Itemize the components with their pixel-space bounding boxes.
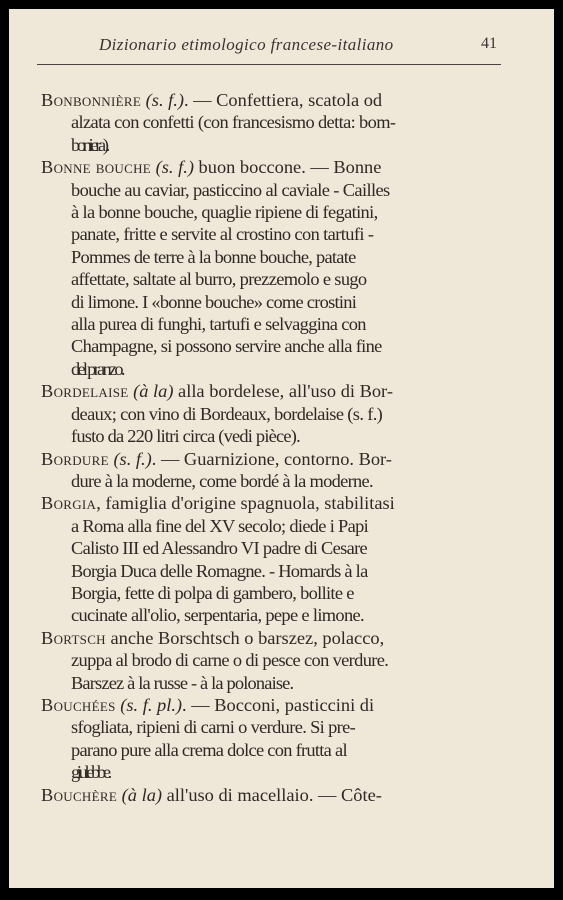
entry-first-line: [41, 627, 503, 649]
entry-line: [41, 268, 503, 290]
entry-text: Borgia Duca delle Romagne. - Homards à la: [71, 560, 368, 581]
entry-text: parano pure alla crema dolce con frutta al: [71, 739, 347, 760]
entry-line: [41, 761, 503, 783]
dictionary-entry: [41, 784, 503, 806]
headword: Bouchées: [41, 694, 116, 715]
entry-text: . — Guarnizione, contorno. Bor-: [151, 448, 392, 469]
entry-line: [41, 739, 503, 761]
grammar-note: (s. f.): [155, 157, 194, 178]
entry-text: giulebbe.: [71, 762, 109, 783]
page-number: 41: [481, 35, 497, 52]
dictionary-entry: [41, 380, 503, 447]
dictionary-entry: [41, 448, 503, 493]
entry-text: cucinate all'olio, serpentaria, pepe e limone.: [71, 605, 364, 626]
entry-line: [41, 179, 503, 201]
entry-line: [41, 649, 503, 671]
entry-line: [41, 582, 503, 604]
dictionary-entry: [41, 627, 503, 694]
entry-first-line: [41, 694, 503, 716]
entry-text: a Roma alla fine del XV secolo; diede i Papi: [71, 515, 369, 536]
entry-first-line: [41, 156, 503, 178]
headword: Bordure: [41, 448, 109, 469]
running-title: Dizionario etimologico francese-italiano: [99, 35, 394, 54]
entry-line: [41, 672, 503, 694]
dictionary-entry: [41, 156, 503, 380]
entry-text: . — Bocconi, pasticcini di: [182, 694, 375, 715]
grammar-note: (s. f.): [145, 90, 184, 110]
entry-text: zuppa al brodo di carne o di pesce con verdure.: [71, 650, 389, 671]
entry-text: boniera).: [71, 134, 107, 155]
dictionary-entry: [41, 492, 503, 626]
entry-text: affettate, saltate al burro, prezzemolo e sugo: [71, 269, 367, 290]
headword: Bortsch: [41, 627, 106, 648]
book-page: [9, 9, 554, 888]
entry-line: [41, 291, 503, 313]
grammar-note: (à la): [133, 381, 174, 402]
entry-text: Barszez à la russe - à la polonaise.: [71, 672, 294, 693]
grammar-note: (s. f.): [113, 448, 152, 469]
entry-text: Champagne, si possono servire anche alla fine: [71, 336, 382, 357]
entry-line: [41, 313, 503, 335]
entry-first-line: [41, 784, 503, 806]
entry-text: Pommes de terre à la bonne bouche, patate: [71, 246, 356, 267]
entry-text: Borgia, fette di polpa di gambero, bollite e: [71, 582, 354, 603]
dictionary-entries: [41, 89, 503, 806]
header-rule: [37, 64, 501, 65]
headword: Bonne bouche: [41, 157, 152, 178]
grammar-note: (à la): [121, 784, 163, 805]
entry-line: [41, 246, 503, 268]
entry-text: alla purea di funghi, tartufi e selvaggina con: [71, 314, 366, 335]
headword: Bouchère: [41, 784, 118, 805]
entry-text: à la bonne bouche, quaglie ripiene di fegatini,: [71, 202, 378, 223]
entry-line: [41, 716, 503, 738]
entry-text: del pranzo.: [71, 358, 123, 379]
entry-text: . — Confettiera, scatola od: [183, 90, 383, 110]
entry-text: panate, fritte e servite al crostino con tartufi -: [71, 224, 374, 245]
entry-line: [41, 358, 503, 380]
entry-text: buon boccone. — Bonne: [193, 157, 382, 178]
headword: Bonbonnière: [41, 90, 142, 110]
entry-line: [41, 223, 503, 245]
page-header: [39, 35, 507, 59]
entry-line: [41, 470, 503, 492]
entry-line: [41, 134, 503, 156]
grammar-note: (s. f. pl.): [120, 694, 183, 715]
entry-text: , famiglia d'origine spagnuola, stabilitasi: [96, 493, 395, 514]
entry-line: [41, 537, 503, 559]
entry-text: alla bordelese, all'uso di Bor-: [173, 381, 393, 402]
entry-first-line: [41, 492, 503, 514]
entry-text: deaux; con vino di Bordeaux, bordelaise (s. f.): [71, 403, 383, 424]
headword: Borgia: [41, 493, 97, 514]
entry-line: [41, 335, 503, 357]
entry-line: [41, 604, 503, 626]
entry-first-line: [41, 380, 503, 402]
entry-text: dure à la moderne, come bordé à la moderne.: [71, 470, 373, 491]
entry-line: [41, 515, 503, 537]
entry-text: anche Borschtsch o barszez, polacco,: [105, 627, 385, 648]
entry-text: sfogliata, ripieni di carni o verdure. Si pre-: [71, 717, 356, 738]
entry-line: [41, 201, 503, 223]
entry-line: [41, 425, 503, 447]
entry-first-line: [41, 448, 503, 470]
entry-line: [41, 111, 503, 133]
entry-text: Calisto III ed Alessandro VI padre di Cesare: [71, 538, 367, 559]
entry-text: di limone. I «bonne bouche» come crostini: [71, 291, 357, 312]
entry-text: all'uso di macellaio. — Côte-: [162, 784, 382, 805]
entry-text: fusto da 220 litri circa (vedi pièce).: [71, 426, 300, 447]
entry-first-line: [41, 89, 503, 111]
entry-text: alzata con confetti (con francesismo detta: bom-: [71, 112, 396, 133]
entry-line: [41, 403, 503, 425]
entry-line: [41, 560, 503, 582]
dictionary-entry: [41, 89, 503, 156]
entry-text: bouche au caviar, pasticcino al caviale - Cailles: [71, 179, 390, 200]
headword: Bordelaise: [41, 381, 129, 402]
dictionary-entry: [41, 694, 503, 784]
